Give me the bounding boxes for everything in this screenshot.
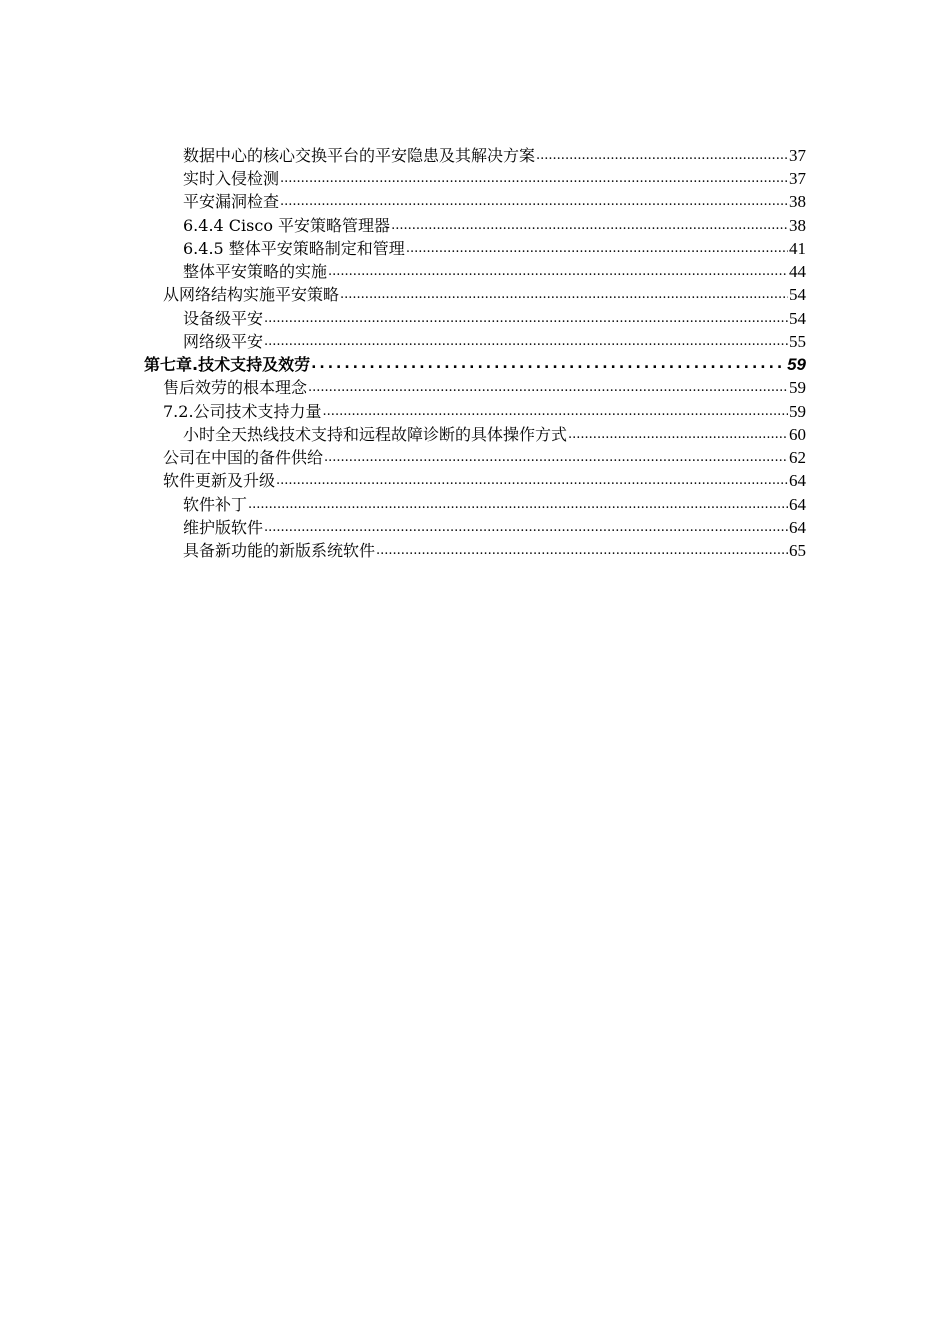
toc-dot-leader [264, 307, 788, 330]
toc-entry-page: 38 [789, 192, 806, 211]
toc-entry-page: 64 [789, 471, 806, 490]
toc-entry[interactable] [163, 283, 806, 306]
toc-entry-page: 37 [789, 169, 806, 188]
toc-dot-leader [328, 260, 788, 283]
toc-entry-page: 64 [789, 495, 806, 514]
toc-entry[interactable] [183, 493, 806, 516]
toc-dot-leader [280, 167, 788, 190]
toc-entry-title: 网络级平安 [183, 332, 264, 351]
toc-dot-leader [568, 423, 788, 446]
toc-dot-leader [340, 283, 788, 306]
toc-entry-page: 38 [789, 216, 806, 235]
toc-entry[interactable] [183, 307, 806, 330]
toc-entry-title: 从网络结构实施平安策略 [163, 285, 340, 304]
toc-entry[interactable] [183, 330, 806, 353]
toc-entry[interactable] [183, 516, 806, 539]
toc-entry-page: 55 [789, 332, 806, 351]
toc-entry-title: 数据中心的核心交换平台的平安隐患及其解决方案 [183, 146, 536, 165]
toc-entry-title: 小时全天热线技术支持和远程故障诊断的具体操作方式 [183, 425, 568, 444]
toc-entry-page: 59 [789, 402, 806, 421]
toc-entry[interactable] [163, 469, 806, 492]
toc-dot-leader [264, 516, 788, 539]
toc-entry-title: 第七章.技术支持及效劳 [144, 355, 311, 374]
toc-entry-page: 65 [789, 541, 806, 560]
toc-dot-leader [536, 144, 788, 167]
toc-entry[interactable] [183, 214, 806, 237]
toc-entry-page: 60 [789, 425, 806, 444]
toc-chapter-entry[interactable] [144, 353, 806, 376]
toc-dot-leader [311, 353, 786, 376]
toc-entry-title: 设备级平安 [183, 309, 264, 328]
toc-entry-title: 维护版软件 [183, 518, 264, 537]
toc-entry[interactable] [183, 423, 806, 446]
toc-entry[interactable] [183, 237, 806, 260]
toc-dot-leader [406, 237, 788, 260]
toc-dot-leader [276, 469, 788, 492]
toc-entry[interactable] [183, 260, 806, 283]
toc-dot-leader [280, 190, 788, 213]
toc-entry-page: 62 [789, 448, 806, 467]
toc-entry-title: 6.4.5 整体平安策略制定和管理 [183, 239, 405, 258]
toc-dot-leader [376, 539, 788, 562]
toc-entry-title: 平安漏洞检查 [183, 192, 280, 211]
toc-entry-title: 7.2.公司技术支持力量 [163, 402, 322, 421]
toc-entry[interactable] [183, 190, 806, 213]
toc-entry-page: 41 [789, 239, 806, 258]
toc-entry[interactable] [163, 376, 806, 399]
toc-entry-title: 公司在中国的备件供给 [163, 448, 324, 467]
toc-entry-title: 软件更新及升级 [163, 471, 276, 490]
toc-entry-title: 软件补丁 [183, 495, 248, 514]
toc-dot-leader [264, 330, 788, 353]
toc-entry-title: 整体平安策略的实施 [183, 262, 328, 281]
toc-dot-leader [308, 376, 788, 399]
toc-entry-page: 37 [789, 146, 806, 165]
toc-entry-title: 6.4.4 Cisco 平安策略管理器 [183, 216, 391, 235]
toc-dot-leader [324, 446, 788, 469]
toc-entry[interactable] [163, 446, 806, 469]
toc-entry-page: 59 [787, 355, 806, 374]
toc-entry-page: 54 [789, 285, 806, 304]
toc-entry[interactable] [163, 400, 806, 423]
toc-entry[interactable] [183, 539, 806, 562]
toc-entry-title: 实时入侵检测 [183, 169, 280, 188]
toc-entry-title: 售后效劳的根本理念 [163, 378, 308, 397]
toc-dot-leader [248, 493, 788, 516]
toc-entry-page: 54 [789, 309, 806, 328]
toc-entry[interactable] [183, 167, 806, 190]
toc-entry-page: 59 [789, 378, 806, 397]
toc-entry-page: 44 [789, 262, 806, 281]
toc-entry-title: 具备新功能的新版系统软件 [183, 541, 376, 560]
toc-entry[interactable] [183, 144, 806, 167]
toc-entry-page: 64 [789, 518, 806, 537]
toc-dot-leader [391, 214, 788, 237]
toc-dot-leader [323, 400, 788, 423]
